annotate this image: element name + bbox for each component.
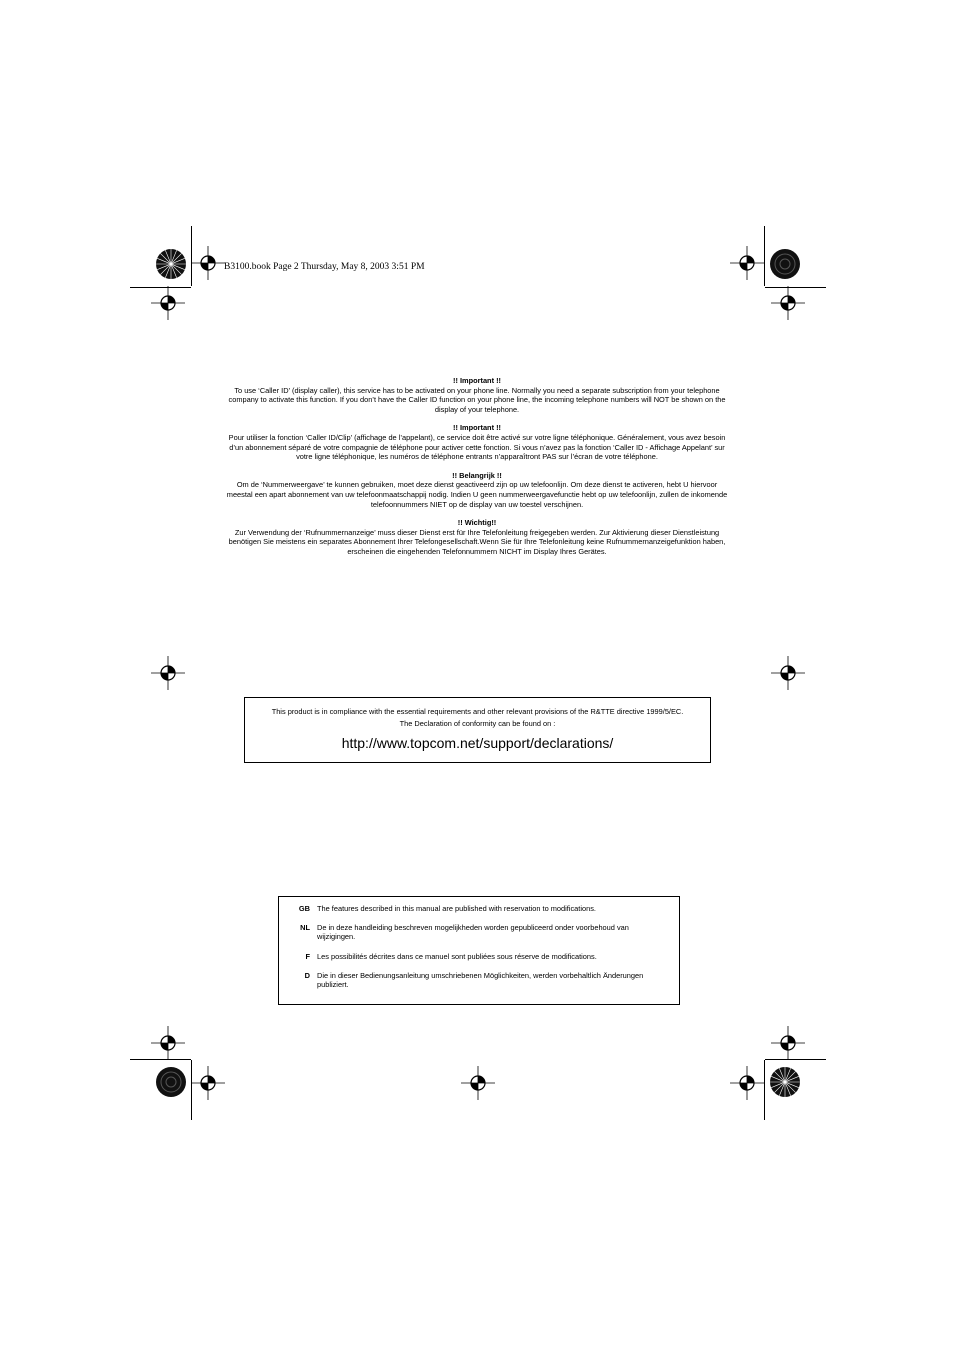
registration-mark-icon: [461, 1066, 495, 1100]
notice-text: Pour utiliser la fonction ‘Caller ID/Clip’ (affichage de l’appelant), ce service doit être activé sur votre ligne téléphonique. Généralement, vous avez besoin d’un abonnement séparé de votre compagnie de téléphone pour activer cette fonction. Si vous n’avez pas la fonction ‘Caller ID - Affichage Appelant’ sur votre ligne téléphonique, les numéros de téléphone entrants n’apparaîtront PAS sur l’écran de votre téléphone.: [228, 432, 726, 462]
registration-mark-icon: [730, 1066, 764, 1100]
lang-text: Les possibilités décrites dans ce manuel sont publiées sous réserve de modifications.: [317, 952, 597, 961]
notice-title: !! Important !!: [452, 376, 502, 385]
registration-mark-icon: [771, 286, 805, 320]
lang-code: GB: [298, 904, 310, 913]
lang-text: The features described in this manual are published with reservation to modifications.: [317, 904, 596, 913]
notice-german: [226, 518, 728, 556]
star-target-icon: [769, 1066, 801, 1098]
registration-mark-icon: [191, 1066, 225, 1100]
running-head: B3100.book Page 2 Thursday, May 8, 2003 3:51 PM: [224, 262, 425, 272]
lang-text: Die in dieser Bedienungsanleitung umschriebenen Möglichkeiten, werden vorbehaltlich Änderungen publiziert.: [317, 971, 644, 990]
declaration-note: The Declaration of conformity can be found on :: [399, 719, 556, 728]
lang-text: De in deze handleiding beschreven mogelijkheden worden gepubliceerd onder voorbehoud van wijzigingen.: [317, 923, 629, 942]
star-target-icon: [155, 248, 187, 280]
density-target-icon: [769, 248, 801, 280]
notice-title: !! Important !!: [452, 423, 502, 433]
notice-english: [226, 376, 728, 414]
registration-mark-icon: [730, 246, 764, 280]
registration-mark-icon: [771, 656, 805, 690]
registration-mark-icon: [151, 656, 185, 690]
declaration-url[interactable]: http://www.topcom.net/support/declarations/: [341, 735, 614, 751]
compliance-box: [244, 697, 711, 763]
registration-mark-icon: [771, 1026, 805, 1060]
notice-title: !! Belangrijk !!: [452, 470, 502, 480]
lang-code: F: [305, 952, 310, 961]
notice-text: To use ‘Caller ID’ (display caller), this service has to be activated on your phone line. Normally you need a separate subscription from your telephone company to activate this function. If you don’t have the Caller ID function on your phone line, the incoming telephone numbers will NOT be shown on the display of your telephone.: [228, 385, 726, 414]
important-notices: [226, 376, 728, 566]
registration-mark-icon: [151, 1026, 185, 1060]
lang-code: D: [304, 971, 310, 980]
notice-text: Zur Verwendung der ‘Rufnummernanzeige’ muss dieser Dienst erst für Ihre Telefonleitung freigegeben werden. Zur Aktivierung dieser Dienstleistung benötigen Sie meistens ein separates Abonnement Ihrer Telefongesellschaft.Wenn Sie für Ihre Telefonleitung keine Rufnummernanzeigefunktion haben, erscheinen die eingehenden Telefonnummern NICHT im Display Ihres Gerätes.: [228, 527, 726, 556]
density-target-icon: [155, 1066, 187, 1098]
language-reservation-box: [278, 896, 680, 1005]
compliance-statement: This product is in compliance with the essential requirements and other relevant provisions of the R&TTE directive 1999/5/EC.: [271, 707, 684, 716]
notice-title: !! Wichtig!!: [457, 518, 497, 528]
notice-french: [226, 423, 728, 461]
lang-code: NL: [300, 923, 310, 932]
notice-dutch: [226, 471, 728, 509]
notice-text: Om de ‘Nummerweergave’ te kunnen gebruiken, moet deze dienst geactiveerd zijn op uw telefoonlijn. Om deze dienst te activeren, hebt U hiervoor meestal een apart abonnement van uw telefoonmaatschappij nodig. Indien U geen nummerweergavefunctie hebt op uw telefoonlijn, zullen de inkomende telefoonnummers NIET op de display van uw toestel verschijnen.: [226, 480, 728, 509]
registration-mark-icon: [151, 286, 185, 320]
registration-mark-icon: [191, 246, 225, 280]
